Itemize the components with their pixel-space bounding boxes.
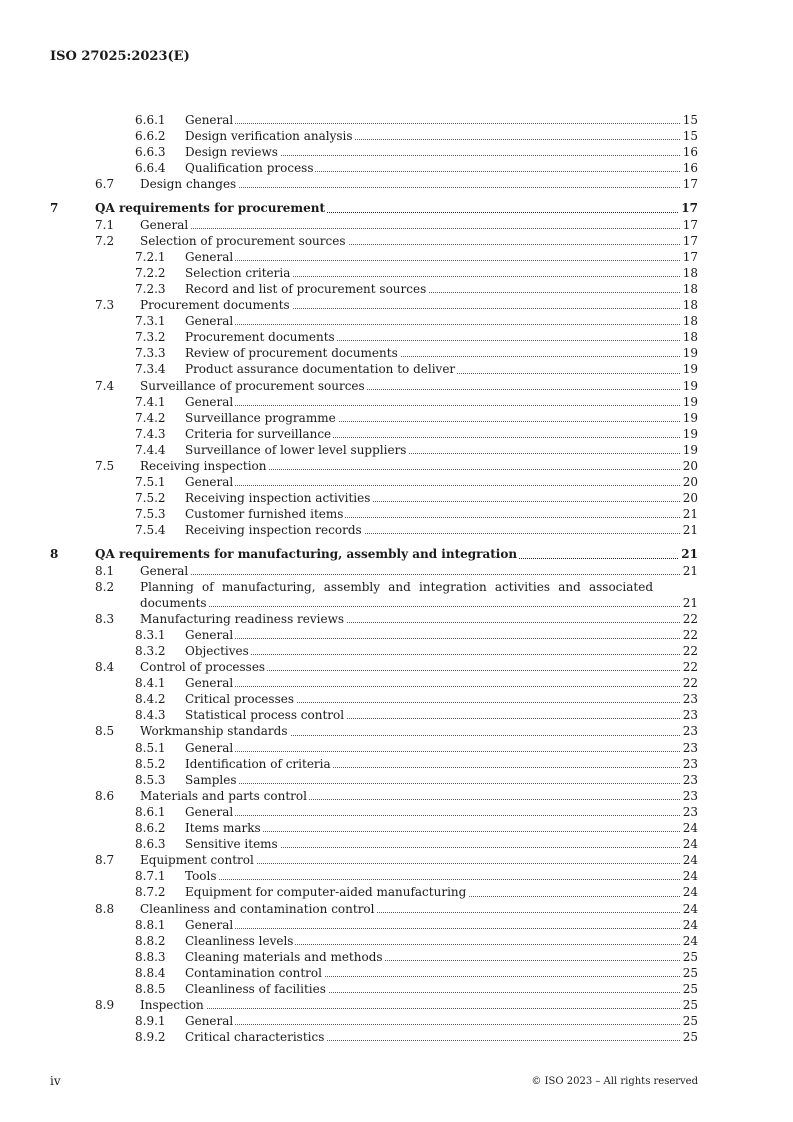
toc-entry-title: General	[185, 627, 234, 642]
toc-entry[interactable]	[0, 563, 793, 579]
toc-entry-number: 8.3.2	[135, 644, 166, 658]
toc-entry-title: Receiving inspection	[140, 458, 267, 473]
toc-entry[interactable]	[0, 917, 793, 933]
toc-entry-title: Cleaning materials and methods	[185, 949, 383, 964]
toc-entry-title: General	[185, 740, 234, 755]
toc-entry[interactable]	[0, 901, 793, 917]
toc-entry[interactable]	[0, 378, 793, 394]
toc-entry-number: 7.4.1	[135, 394, 166, 409]
toc-entry-title: Surveillance programme	[185, 410, 336, 425]
toc-entry-number: 7.4.3	[135, 426, 166, 441]
toc-entry-number: 8.7	[95, 853, 115, 868]
toc-entry-page: 25	[682, 1030, 698, 1045]
toc-entry[interactable]	[0, 345, 793, 361]
toc-entry-number: 8.4	[95, 660, 115, 675]
toc-entry-number: 7.1	[95, 217, 115, 232]
toc-entry-title: General	[185, 475, 234, 490]
toc-entry-title: Critical processes	[185, 692, 294, 707]
toc-entry[interactable]	[0, 426, 793, 442]
toc-entry[interactable]	[0, 394, 793, 410]
toc-entry-title: Receiving inspection activities	[185, 491, 371, 506]
toc-entry-title: Identification of criteria	[185, 756, 331, 771]
toc-entry[interactable]	[0, 836, 793, 852]
toc-entry-number: 8.2	[95, 579, 115, 594]
toc-entry-page: 17	[682, 217, 698, 232]
toc-entry-number: 8.8	[95, 901, 115, 916]
toc-entry-title: Record and list of procurement sources	[185, 281, 427, 296]
toc-clause-entry[interactable]	[0, 200, 793, 216]
toc-entry-page: 17	[682, 249, 698, 264]
toc-entry[interactable]	[0, 804, 793, 820]
toc-entry-number: 8.4.1	[135, 676, 166, 691]
toc-entry-page: 19	[682, 410, 698, 425]
toc-entry-title: Design reviews	[185, 145, 278, 160]
toc-entry-page: 24	[682, 821, 698, 836]
toc-entry-title: General	[185, 676, 234, 691]
toc-entry-title: Planning of manufacturing, assembly and integration activities and associated documents	[140, 579, 653, 610]
toc-entry-title: Equipment control	[140, 853, 254, 868]
toc-entry-number: 8.3.1	[135, 627, 166, 642]
toc-entry-title: Customer furnished items	[185, 507, 344, 522]
toc-entry-number: 7.2.2	[135, 265, 166, 280]
toc-entry[interactable]	[0, 788, 793, 804]
toc-entry-page: 15	[682, 129, 698, 144]
toc-entry-title: Design verification analysis	[185, 129, 353, 144]
toc-entry[interactable]	[0, 965, 793, 981]
toc-entry-page: 20	[682, 458, 698, 473]
toc-entry-title: Selection criteria	[185, 265, 291, 280]
toc-entry-number: 6.7	[95, 177, 115, 192]
toc-entry-number: 8.8.4	[135, 965, 166, 980]
toc-entry-title: Cleanliness levels	[185, 933, 294, 948]
toc-entry[interactable]	[0, 659, 793, 675]
toc-entry-number: 8.9	[95, 998, 115, 1013]
toc-entry-number: 8.9.2	[135, 1030, 166, 1045]
toc-entry-number: 8.8.5	[135, 981, 166, 996]
toc-entry[interactable]	[0, 884, 793, 900]
toc-entry[interactable]	[0, 756, 793, 772]
toc-entry-number: 8.5	[95, 724, 115, 739]
toc-entry-number: 8.6.1	[135, 804, 166, 819]
toc-entry-number: 8.5.2	[135, 756, 166, 771]
toc-entry[interactable]	[0, 474, 793, 490]
toc-entry-title: Design changes	[140, 177, 237, 192]
toc-entry-page: 21	[682, 563, 698, 578]
toc-entry[interactable]	[0, 772, 793, 788]
toc-entry[interactable]	[0, 981, 793, 997]
toc-entry-title: QA requirements for procurement	[95, 201, 326, 216]
toc-entry[interactable]	[0, 361, 793, 377]
toc-entry-title: Manufacturing readiness reviews	[140, 611, 345, 626]
toc-entry-page: 22	[682, 611, 698, 626]
toc-entry-title: Procurement documents	[140, 298, 290, 313]
toc-entry[interactable]	[0, 691, 793, 707]
toc-entry-title: General	[185, 804, 234, 819]
toc-entry[interactable]	[0, 723, 793, 739]
toc-entry[interactable]	[0, 217, 793, 233]
toc-entry-page: 24	[682, 869, 698, 884]
toc-entry-page: 22	[682, 660, 698, 675]
toc-entry[interactable]	[0, 128, 793, 144]
toc-entry-title: Inspection	[140, 998, 204, 1013]
toc-entry-page: 23	[682, 708, 698, 723]
toc-entry-page: 24	[682, 853, 698, 868]
toc-entry[interactable]	[0, 144, 793, 160]
toc-entry[interactable]	[0, 933, 793, 949]
toc-entry-number: 8.4.3	[135, 708, 166, 723]
toc-entry-page: 21	[682, 523, 698, 538]
toc-entry-page: 16	[682, 145, 698, 160]
toc-entry-number: 8.7.1	[135, 869, 166, 884]
toc-entry-page: 19	[682, 346, 698, 361]
toc-entry-title: Tools	[185, 869, 217, 884]
toc-entry-title: Product assurance documentation to deliver	[185, 362, 456, 377]
toc-entry-page: 17	[682, 233, 698, 248]
toc-entry[interactable]	[0, 458, 793, 474]
toc-entry-number: 6.6.3	[135, 145, 166, 160]
toc-entry-title: General	[185, 249, 234, 264]
toc-entry[interactable]	[0, 820, 793, 836]
toc-entry-page: 21	[682, 507, 698, 522]
toc-entry-number: 8.1	[95, 563, 115, 578]
toc-entry-number: 8.7.2	[135, 885, 166, 900]
toc-entry-page: 18	[682, 265, 698, 280]
toc-entry-page: 24	[682, 901, 698, 916]
toc-entry-page: 22	[682, 676, 698, 691]
toc-entry-page: 18	[682, 314, 698, 329]
toc-entry[interactable]	[0, 297, 793, 313]
toc-clause-entry[interactable]	[0, 546, 793, 562]
toc-entry-number: 8.5.1	[135, 740, 166, 755]
toc-entry-number: 6.6.4	[135, 161, 166, 176]
toc-entry-title: General	[185, 917, 234, 932]
toc-entry-page: 22	[682, 644, 698, 658]
toc-entry-page: 19	[682, 426, 698, 441]
toc-entry-title: General	[185, 394, 234, 409]
toc-entry-number: 7.5.1	[135, 475, 166, 490]
toc-entry[interactable]	[0, 707, 793, 723]
document-identifier: ISO 27025:2023(E)	[50, 49, 190, 64]
toc-entry-page: 25	[682, 965, 698, 980]
toc-entry-page: 25	[682, 949, 698, 964]
toc-entry-page: 23	[682, 772, 698, 787]
toc-entry-number: 8.5.3	[135, 772, 166, 787]
copyright-notice: © ISO 2023 – All rights reserved	[531, 1076, 698, 1087]
toc-entry-number: 7	[50, 201, 59, 216]
toc-entry-title: General	[185, 314, 234, 329]
toc-entry-page: 19	[682, 394, 698, 409]
toc-entry-number: 7.4.2	[135, 410, 166, 425]
toc-entry-page: 20	[682, 491, 698, 506]
toc-entry-number: 8.8.2	[135, 933, 166, 948]
toc-entry[interactable]	[0, 611, 793, 627]
toc-entry-page: 19	[682, 378, 698, 393]
toc-entry[interactable]	[0, 868, 793, 884]
toc-entry-title: Control of processes	[140, 660, 266, 675]
toc-entry-page: 18	[682, 281, 698, 296]
toc-entry[interactable]	[0, 281, 793, 297]
toc-entry-title: General	[185, 1014, 234, 1029]
toc-entry[interactable]	[0, 176, 793, 192]
toc-entry-title: Qualification process	[185, 161, 314, 176]
toc-entry-number: 8	[50, 547, 59, 562]
toc-entry-page: 24	[682, 917, 698, 932]
toc-entry[interactable]	[0, 852, 793, 868]
toc-entry-number: 7.5.2	[135, 491, 166, 506]
toc-entry[interactable]	[0, 112, 793, 128]
toc-entry-number: 7.3	[95, 298, 115, 313]
toc-entry-title: QA requirements for manufacturing, assembly and integration	[95, 547, 518, 562]
toc-entry-title: Materials and parts control	[140, 788, 307, 803]
toc-entry-page: 23	[682, 724, 698, 739]
toc-entry-number: 7.4	[95, 378, 115, 393]
toc-entry-title: Cleanliness of facilities	[185, 981, 326, 996]
toc-entry-number: 7.5	[95, 458, 115, 473]
toc-entry-page: 19	[682, 362, 698, 377]
toc-entry[interactable]	[0, 1013, 793, 1029]
toc-entry[interactable]	[0, 249, 793, 265]
toc-entry-title: Surveillance of lower level suppliers	[185, 442, 407, 457]
toc-entry-page: 24	[682, 933, 698, 948]
toc-entry-number: 8.4.2	[135, 692, 166, 707]
toc-entry-number: 7.2.3	[135, 281, 166, 296]
toc-entry[interactable]	[0, 522, 793, 538]
toc-entry[interactable]	[0, 627, 793, 643]
toc-entry-number: 8.6.2	[135, 821, 166, 836]
toc-entry[interactable]	[0, 579, 793, 611]
toc-entry-page: 21	[681, 547, 698, 562]
toc-entry-number: 7.5.4	[135, 523, 166, 538]
toc-entry-page: 20	[682, 475, 698, 490]
toc-entry-title: Samples	[185, 772, 237, 787]
toc-entry-page: 19	[682, 442, 698, 457]
toc-entry-number: 8.6.3	[135, 837, 166, 852]
toc-entry[interactable]	[0, 1029, 793, 1045]
toc-entry[interactable]	[0, 643, 793, 659]
toc-entry-number: 7.4.4	[135, 442, 166, 457]
toc-entry-page: 24	[682, 837, 698, 852]
toc-entry-page: 17	[682, 177, 698, 192]
toc-entry-title: Cleanliness and contamination control	[140, 901, 375, 916]
toc-entry[interactable]	[0, 160, 793, 176]
toc-entry[interactable]	[0, 329, 793, 345]
toc-entry-number: 7.3.4	[135, 362, 166, 377]
toc-entry[interactable]	[0, 675, 793, 691]
toc-entry-number: 8.6	[95, 788, 115, 803]
toc-entry[interactable]	[0, 506, 793, 522]
table-of-contents	[0, 112, 793, 1045]
toc-entry-number: 7.3.1	[135, 314, 166, 329]
toc-entry-page: 23	[682, 804, 698, 819]
toc-entry-number: 7.5.3	[135, 507, 166, 522]
toc-entry[interactable]	[0, 233, 793, 249]
toc-entry[interactable]	[0, 410, 793, 426]
toc-entry-title: Receiving inspection records	[185, 523, 362, 538]
toc-entry-page: 23	[682, 788, 698, 803]
toc-entry-page: 23	[682, 692, 698, 707]
toc-entry[interactable]	[0, 997, 793, 1013]
toc-entry-number: 8.8.3	[135, 949, 166, 964]
toc-entry-title: Procurement documents	[185, 330, 335, 345]
toc-entry-title: Items marks	[185, 821, 261, 836]
toc-entry[interactable]	[0, 313, 793, 329]
toc-entry-page: 15	[682, 113, 698, 127]
toc-entry-page: 25	[682, 1014, 698, 1029]
toc-entry-number: 7.2	[95, 233, 115, 248]
toc-entry-page: 22	[682, 627, 698, 642]
toc-entry-page: 17	[681, 201, 698, 216]
toc-entry-title: Surveillance of procurement sources	[140, 378, 365, 393]
toc-entry-title: General	[140, 217, 189, 232]
toc-entry-number: 8.9.1	[135, 1014, 166, 1029]
toc-entry-title: Sensitive items	[185, 837, 278, 852]
toc-entry-title: Equipment for computer-aided manufacturing	[185, 885, 467, 900]
toc-entry-number: 6.6.1	[135, 113, 166, 127]
toc-entry-title: General	[140, 563, 189, 578]
toc-entry-page: 25	[682, 998, 698, 1013]
toc-entry-number: 7.2.1	[135, 249, 166, 264]
toc-entry-title: Criteria for surveillance	[185, 426, 332, 441]
toc-entry-number: 7.3.3	[135, 346, 166, 361]
toc-entry-page: 24	[682, 885, 698, 900]
toc-entry[interactable]	[0, 949, 793, 965]
toc-entry-title: Selection of procurement sources	[140, 233, 346, 248]
toc-entry[interactable]	[0, 740, 793, 756]
toc-entry-number: 8.8.1	[135, 917, 166, 932]
toc-entry[interactable]	[0, 442, 793, 458]
toc-entry-page: 25	[682, 981, 698, 996]
toc-entry-number: 6.6.2	[135, 129, 166, 144]
toc-entry-title: Objectives	[185, 644, 249, 658]
toc-entry-page: 23	[682, 740, 698, 755]
toc-entry-number: 7.3.2	[135, 330, 166, 345]
toc-entry-title: General	[185, 113, 234, 127]
toc-entry-title: Statistical process control	[185, 708, 345, 723]
toc-entry-page: 16	[682, 161, 698, 176]
toc-entry-number: 8.3	[95, 611, 115, 626]
toc-entry-title: Workmanship standards	[140, 724, 288, 739]
toc-entry-page: 18	[682, 298, 698, 313]
toc-entry[interactable]	[0, 490, 793, 506]
toc-entry-page: 23	[682, 756, 698, 771]
toc-entry-page: 21	[682, 595, 698, 610]
toc-entry-title: Review of procurement documents	[185, 346, 398, 361]
toc-entry-page: 18	[682, 330, 698, 345]
toc-entry[interactable]	[0, 265, 793, 281]
page-number: iv	[50, 1074, 61, 1088]
toc-entry-title: Critical characteristics	[185, 1030, 325, 1045]
toc-entry-title: Contamination control	[185, 965, 322, 980]
